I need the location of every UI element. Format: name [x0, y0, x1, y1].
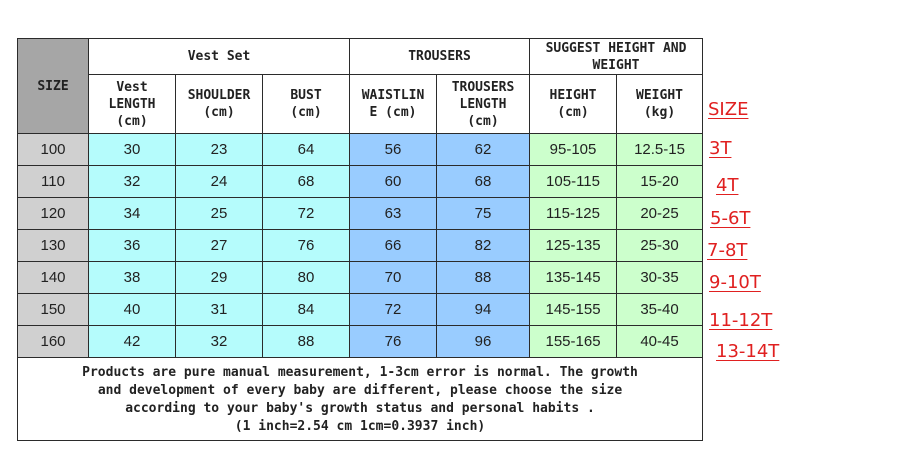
annotation-label: 13-14T	[716, 341, 780, 362]
height-line-2: (cm)	[557, 105, 589, 120]
trousers-length-line-3: (cm)	[467, 113, 499, 129]
shoulder-cell: 29	[176, 262, 263, 294]
trousers-length-cell: 82	[437, 230, 530, 262]
table-row	[18, 230, 703, 262]
size-cell: 150	[18, 294, 89, 326]
waistline-cell: 76	[350, 326, 437, 358]
weight-cell: 20-25	[617, 198, 703, 230]
weight-cell: 12.5-15	[617, 134, 703, 166]
suggest-height-weight-header	[530, 39, 703, 75]
trousers-header: TROUSERS	[350, 39, 530, 75]
suggest-header-line-2: WEIGHT	[592, 57, 640, 73]
size-cell: 130	[18, 230, 89, 262]
vest-length-cell: 40	[89, 294, 176, 326]
bust-cell: 80	[263, 262, 350, 294]
annotation-label: 7-8T	[707, 240, 748, 261]
size-column-header: SIZE	[18, 39, 89, 134]
table-row	[18, 134, 703, 166]
trousers-length-line-2: LENGTH	[459, 96, 507, 112]
trousers-length-cell: 62	[437, 134, 530, 166]
shoulder-line-2: (cm)	[203, 105, 235, 120]
annotation-label: SIZE	[708, 99, 749, 120]
weight-line-1: WEIGHT	[636, 88, 683, 103]
bust-cell: 76	[263, 230, 350, 262]
weight-cell: 30-35	[617, 262, 703, 294]
height-header	[530, 75, 617, 134]
vest-length-cell: 36	[89, 230, 176, 262]
size-cell: 100	[18, 134, 89, 166]
size-cell: 120	[18, 198, 89, 230]
weight-cell: 25-30	[617, 230, 703, 262]
note-line-4: (1 inch=2.54 cm 1cm=0.3937 inch)	[234, 419, 486, 434]
table-row	[18, 198, 703, 230]
table-row	[18, 326, 703, 358]
bust-line-2: (cm)	[290, 105, 322, 120]
suggest-header-line-1: SUGGEST HEIGHT AND	[545, 40, 687, 56]
size-rows	[18, 134, 703, 358]
measurement-note	[18, 358, 703, 441]
waistline-header	[350, 75, 437, 134]
waistline-cell: 72	[350, 294, 437, 326]
note-line-1: Products are pure manual measurement, 1-3cm error is normal. The growth	[82, 365, 638, 380]
bust-cell: 68	[263, 166, 350, 198]
annotation-label: 9-10T	[709, 272, 761, 293]
trousers-length-cell: 96	[437, 326, 530, 358]
vest-length-cell: 42	[89, 326, 176, 358]
trousers-length-cell: 94	[437, 294, 530, 326]
vest-set-header: Vest Set	[89, 39, 350, 75]
vest-length-cell: 34	[89, 198, 176, 230]
vest-length-cell: 32	[89, 166, 176, 198]
trousers-length-cell: 75	[437, 198, 530, 230]
height-cell: 145-155	[530, 294, 617, 326]
size-chart-table	[17, 38, 703, 441]
weight-cell: 15-20	[617, 166, 703, 198]
table-row	[18, 294, 703, 326]
waistline-cell: 63	[350, 198, 437, 230]
shoulder-header	[176, 75, 263, 134]
height-line-1: HEIGHT	[549, 88, 597, 103]
shoulder-cell: 31	[176, 294, 263, 326]
shoulder-cell: 23	[176, 134, 263, 166]
bust-cell: 72	[263, 198, 350, 230]
height-cell: 155-165	[530, 326, 617, 358]
vest-length-cell: 38	[89, 262, 176, 294]
waistline-line-2: E (cm)	[369, 105, 417, 120]
shoulder-cell: 25	[176, 198, 263, 230]
waistline-cell: 60	[350, 166, 437, 198]
waistline-line-1: WAISTLIN	[361, 88, 425, 103]
trousers-length-cell: 88	[437, 262, 530, 294]
table-row	[18, 262, 703, 294]
weight-header	[617, 75, 703, 134]
vest-length-cell: 30	[89, 134, 176, 166]
shoulder-cell: 24	[176, 166, 263, 198]
height-cell: 115-125	[530, 198, 617, 230]
height-cell: 105-115	[530, 166, 617, 198]
annotation-label: 3T	[709, 138, 732, 159]
size-cell: 110	[18, 166, 89, 198]
table-row	[18, 166, 703, 198]
height-cell: 125-135	[530, 230, 617, 262]
bust-line-1: BUST	[290, 88, 322, 103]
annotation-label: 5-6T	[710, 208, 751, 229]
size-cell: 160	[18, 326, 89, 358]
note-line-3: according to your baby's growth status and personal habits .	[125, 401, 595, 416]
vest-length-line-3: (cm)	[116, 113, 148, 129]
trousers-length-line-1: TROUSERS	[451, 79, 515, 95]
waistline-cell: 70	[350, 262, 437, 294]
vest-length-header	[89, 75, 176, 134]
annotation-label: 11-12T	[709, 310, 773, 331]
size-cell: 140	[18, 262, 89, 294]
bust-header	[263, 75, 350, 134]
note-line-2: and development of every baby are different, please choose the size	[97, 383, 623, 398]
shoulder-line-1: SHOULDER	[187, 88, 251, 103]
bust-cell: 84	[263, 294, 350, 326]
trousers-length-header	[437, 75, 530, 134]
bust-cell: 88	[263, 326, 350, 358]
shoulder-cell: 27	[176, 230, 263, 262]
shoulder-cell: 32	[176, 326, 263, 358]
weight-cell: 35-40	[617, 294, 703, 326]
height-cell: 95-105	[530, 134, 617, 166]
weight-line-2: (kg)	[643, 105, 676, 120]
bust-cell: 64	[263, 134, 350, 166]
waistline-cell: 66	[350, 230, 437, 262]
weight-cell: 40-45	[617, 326, 703, 358]
height-cell: 135-145	[530, 262, 617, 294]
vest-length-line-2: LENGTH	[108, 96, 156, 112]
waistline-cell: 56	[350, 134, 437, 166]
trousers-length-cell: 68	[437, 166, 530, 198]
annotation-label: 4T	[716, 175, 739, 196]
vest-length-line-1: Vest	[116, 79, 148, 95]
